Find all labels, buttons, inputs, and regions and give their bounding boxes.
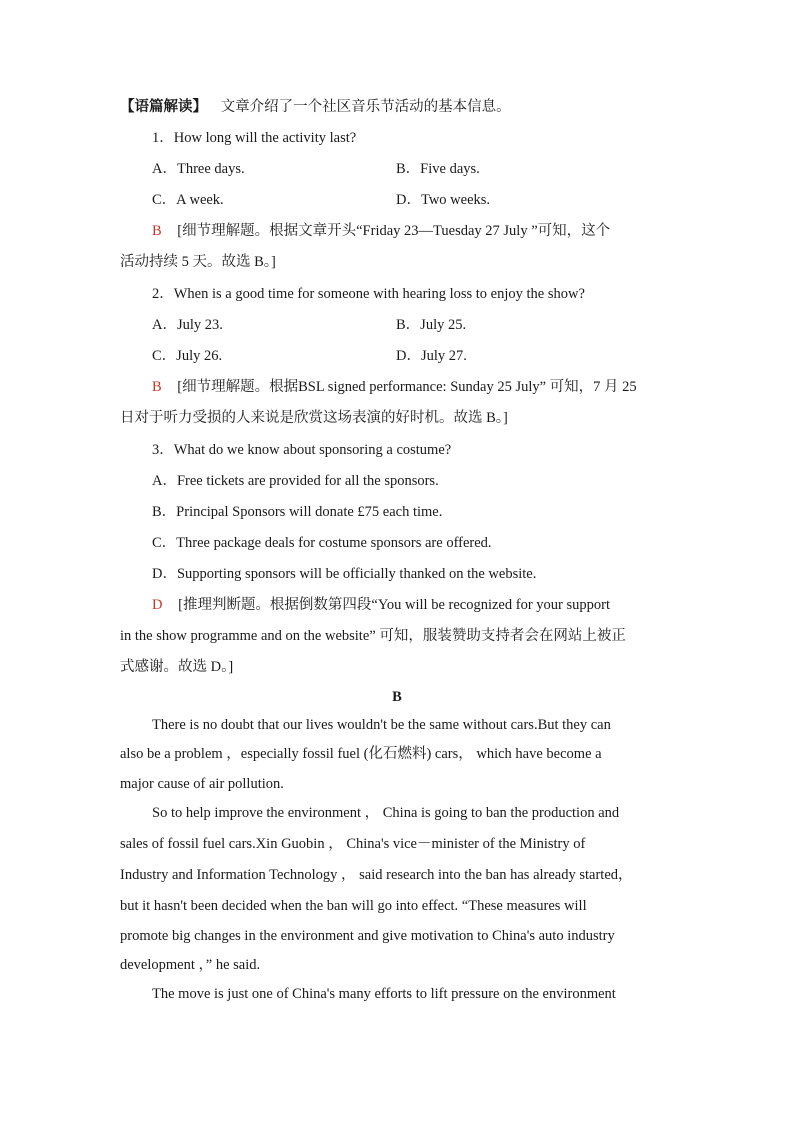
q1-exp1: [细节理解题。根据文章开头“Friday 23—Tuesday 27 July ”可知，这个	[177, 223, 611, 239]
q3-exp1: [推理判断题。根据倒数第四段“You will be recognized for your support	[178, 597, 610, 613]
summary-tag: 【语篇解读】	[120, 99, 207, 115]
passage-b-p1-line2: also be a problem ，especially fossil fuel (化石燃料) cars， which have become a	[120, 746, 602, 762]
q1-option-a: A．Three days.	[152, 161, 245, 177]
q1-explanation-line1	[152, 221, 676, 241]
passage-b-p2-line2: sales of fossil fuel cars.Xin Guobin ， China's vice－minister of the Ministry of	[120, 836, 586, 852]
q2-stem: 2．When is a good time for someone with hearing loss to enjoy the show?	[152, 286, 585, 302]
q3-option-c: C．Three package deals for costume sponsors are offered.	[152, 535, 492, 551]
q3-option-a: A．Free tickets are provided for all the sponsors.	[152, 473, 439, 489]
passage-b-p2-line1: So to help improve the environment ， China is going to ban the production and	[152, 805, 620, 821]
passage-b-p3-line1: The move is just one of China's many efforts to lift pressure on the environment	[152, 986, 616, 1002]
q1-stem: 1．How long will the activity last?	[152, 130, 357, 146]
reading-summary	[120, 97, 676, 117]
q3-option-d: D．Supporting sponsors will be officially thanked on the website.	[152, 566, 537, 582]
q3-answer: D	[152, 597, 163, 613]
passage-b-p2-line4: but it hasn't been decided when the ban will go into effect. “These measures will	[120, 898, 587, 914]
q2-exp1: [细节理解题。根据BSL signed performance: Sunday 25 July” 可知，7 月 25	[177, 379, 637, 395]
q1-explanation-line2: 活动持续 5 天。故选 B。]	[120, 254, 276, 270]
q2-explanation-line1	[152, 377, 676, 397]
section-b-heading: B	[392, 689, 402, 705]
q3-explanation-line3: 式感谢。故选 D。]	[120, 659, 234, 675]
summary-text: 文章介绍了一个社区音乐节活动的基本信息。	[220, 99, 511, 115]
passage-b-p2-line3: Industry and Information Technology ， said research into the ban has already started，	[120, 867, 633, 883]
passage-b-p2-line5: promote big changes in the environment and give motivation to China's auto industry	[120, 928, 615, 944]
q1-option-c: C．A week.	[152, 192, 224, 208]
q2-option-a: A．July 23.	[152, 317, 223, 333]
q1-answer: B	[152, 223, 162, 239]
q2-answer: B	[152, 379, 162, 395]
q1-option-d: D．Two weeks.	[396, 192, 491, 208]
q1-option-b: B．Five days.	[396, 161, 480, 177]
q2-option-d: D．July 27.	[396, 348, 467, 364]
q2-explanation-line2: 日对于听力受损的人来说是欣赏这场表演的好时机。故选 B。]	[120, 410, 508, 426]
passage-b-p2-line6: development ，” he said.	[120, 957, 261, 973]
q2-option-b: B．July 25.	[396, 317, 467, 333]
q3-explanation-line2: in the show programme and on the website” 可知，服装赞助支持者会在网站上被正	[120, 628, 626, 644]
passage-b-p1-line3: major cause of air pollution.	[120, 776, 284, 792]
passage-b-p1-line1: There is no doubt that our lives wouldn't be the same without cars.But they can	[152, 717, 611, 733]
q3-stem: 3．What do we know about sponsoring a costume?	[152, 442, 452, 458]
q2-option-c: C．July 26.	[152, 348, 223, 364]
q3-option-b: B．Principal Sponsors will donate £75 each time.	[152, 504, 443, 520]
q3-explanation-line1	[152, 595, 676, 615]
